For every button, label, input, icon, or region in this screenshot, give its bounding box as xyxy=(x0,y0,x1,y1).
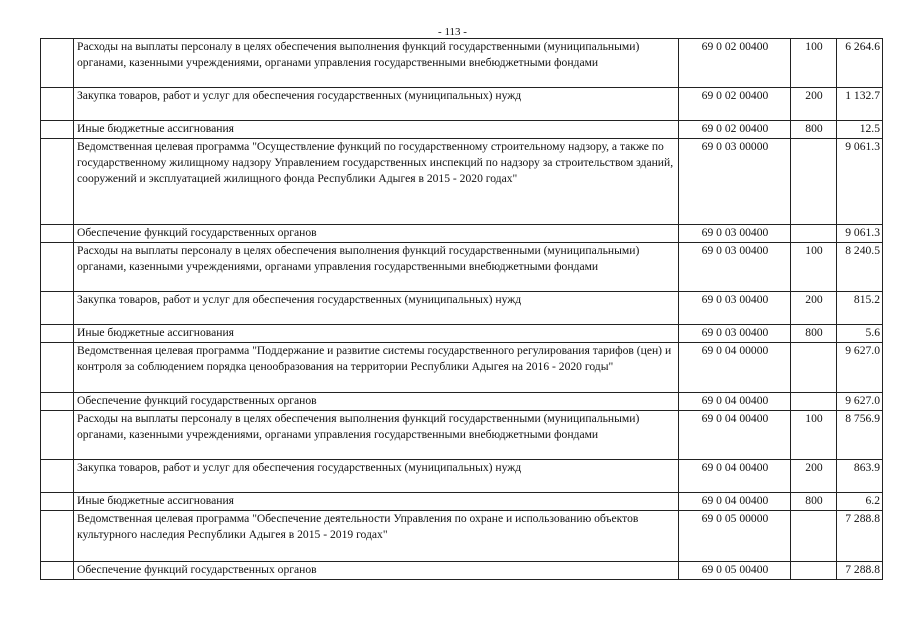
expense-kind-cell xyxy=(791,562,837,580)
table-row xyxy=(41,460,883,493)
expense-kind-cell: 100 xyxy=(791,411,837,460)
amount-cell: 9 061.3 xyxy=(837,139,883,225)
item-name-cell: Расходы на выплаты персоналу в целях обеспечения выполнения функций государственными (муниципальными) органами, казенными учреждениями, органами управления государственными внебюджетными фондами xyxy=(74,39,679,88)
item-name-cell: Закупка товаров, работ и услуг для обеспечения государственных (муниципальных) нужд xyxy=(74,460,679,493)
expense-kind-cell: 800 xyxy=(791,493,837,511)
table-row xyxy=(41,225,883,243)
table-row xyxy=(41,292,883,325)
table-row xyxy=(41,139,883,225)
target-code-cell: 69 0 03 00000 xyxy=(679,139,791,225)
amount-cell: 815.2 xyxy=(837,292,883,325)
expense-kind-cell: 100 xyxy=(791,243,837,292)
row-number-cell xyxy=(41,243,74,292)
table-row xyxy=(41,325,883,343)
row-number-cell xyxy=(41,493,74,511)
item-name-cell: Иные бюджетные ассигнования xyxy=(74,121,679,139)
target-code-cell: 69 0 02 00400 xyxy=(679,39,791,88)
expense-kind-cell: 800 xyxy=(791,325,837,343)
row-number-cell xyxy=(41,39,74,88)
item-name-cell: Ведомственная целевая программа "Поддержание и развитие системы государственного регулирования тарифов (цен) и контроля за соблюдением порядка ценообразования на территории Республики Адыгея на 2016 - 2020 годы" xyxy=(74,343,679,393)
item-name-cell: Иные бюджетные ассигнования xyxy=(74,325,679,343)
row-number-cell xyxy=(41,460,74,493)
item-name-cell: Обеспечение функций государственных органов xyxy=(74,225,679,243)
expense-kind-cell xyxy=(791,343,837,393)
expense-kind-cell xyxy=(791,139,837,225)
row-number-cell xyxy=(41,511,74,562)
table-row xyxy=(41,493,883,511)
row-number-cell xyxy=(41,139,74,225)
page-number: - 113 - xyxy=(438,26,467,38)
row-number-cell xyxy=(41,343,74,393)
table-row xyxy=(41,511,883,562)
row-number-cell xyxy=(41,393,74,411)
item-name-cell: Расходы на выплаты персоналу в целях обеспечения выполнения функций государственными (муниципальными) органами, казенными учреждениями, органами управления государственными внебюджетными фондами xyxy=(74,243,679,292)
amount-cell: 9 061.3 xyxy=(837,225,883,243)
row-number-cell xyxy=(41,225,74,243)
target-code-cell: 69 0 04 00400 xyxy=(679,411,791,460)
item-name-cell: Закупка товаров, работ и услуг для обеспечения государственных (муниципальных) нужд xyxy=(74,292,679,325)
table-row xyxy=(41,243,883,292)
expense-kind-cell xyxy=(791,511,837,562)
row-number-cell xyxy=(41,411,74,460)
table-row xyxy=(41,411,883,460)
item-name-cell: Иные бюджетные ассигнования xyxy=(74,493,679,511)
target-code-cell: 69 0 05 00000 xyxy=(679,511,791,562)
target-code-cell: 69 0 03 00400 xyxy=(679,243,791,292)
target-code-cell: 69 0 03 00400 xyxy=(679,325,791,343)
amount-cell: 9 627.0 xyxy=(837,393,883,411)
row-number-cell xyxy=(41,562,74,580)
target-code-cell: 69 0 04 00400 xyxy=(679,460,791,493)
table-row xyxy=(41,121,883,139)
amount-cell: 1 132.7 xyxy=(837,88,883,121)
item-name-cell: Расходы на выплаты персоналу в целях обеспечения выполнения функций государственными (муниципальными) органами, казенными учреждениями, органами управления государственными внебюджетными фондами xyxy=(74,411,679,460)
row-number-cell xyxy=(41,121,74,139)
row-number-cell xyxy=(41,325,74,343)
item-name-cell: Ведомственная целевая программа "Обеспечение деятельности Управления по охране и использованию объектов культурного наследия Республики Адыгея в 2015 - 2019 годах" xyxy=(74,511,679,562)
table-row xyxy=(41,393,883,411)
amount-cell: 8 240.5 xyxy=(837,243,883,292)
amount-cell: 7 288.8 xyxy=(837,562,883,580)
amount-cell: 6 264.6 xyxy=(837,39,883,88)
amount-cell: 5.6 xyxy=(837,325,883,343)
target-code-cell: 69 0 03 00400 xyxy=(679,292,791,325)
expense-kind-cell: 100 xyxy=(791,39,837,88)
table-row xyxy=(41,343,883,393)
expense-kind-cell xyxy=(791,393,837,411)
expense-kind-cell xyxy=(791,225,837,243)
item-name-cell: Закупка товаров, работ и услуг для обеспечения государственных (муниципальных) нужд xyxy=(74,88,679,121)
target-code-cell: 69 0 02 00400 xyxy=(679,121,791,139)
target-code-cell: 69 0 05 00400 xyxy=(679,562,791,580)
expense-kind-cell: 200 xyxy=(791,292,837,325)
amount-cell: 12.5 xyxy=(837,121,883,139)
target-code-cell: 69 0 04 00400 xyxy=(679,493,791,511)
amount-cell: 6.2 xyxy=(837,493,883,511)
table-row xyxy=(41,88,883,121)
row-number-cell xyxy=(41,88,74,121)
item-name-cell: Обеспечение функций государственных органов xyxy=(74,393,679,411)
item-name-cell: Обеспечение функций государственных органов xyxy=(74,562,679,580)
amount-cell: 9 627.0 xyxy=(837,343,883,393)
target-code-cell: 69 0 04 00400 xyxy=(679,393,791,411)
table-row xyxy=(41,562,883,580)
item-name-cell: Ведомственная целевая программа "Осуществление функций по государственному строительному надзору, а также по государственному жилищному надзору Управлением государственных инспекций по надзору за строительством зданий, сооружений и эксплуатацией жилищного фонда Республики Адыгея в 2015 - 2020 годах" xyxy=(74,139,679,225)
expense-kind-cell: 200 xyxy=(791,460,837,493)
target-code-cell: 69 0 02 00400 xyxy=(679,88,791,121)
budget-table xyxy=(40,38,883,580)
target-code-cell: 69 0 03 00400 xyxy=(679,225,791,243)
expense-kind-cell: 800 xyxy=(791,121,837,139)
amount-cell: 863.9 xyxy=(837,460,883,493)
amount-cell: 7 288.8 xyxy=(837,511,883,562)
table-row xyxy=(41,39,883,88)
amount-cell: 8 756.9 xyxy=(837,411,883,460)
expense-kind-cell: 200 xyxy=(791,88,837,121)
row-number-cell xyxy=(41,292,74,325)
target-code-cell: 69 0 04 00000 xyxy=(679,343,791,393)
